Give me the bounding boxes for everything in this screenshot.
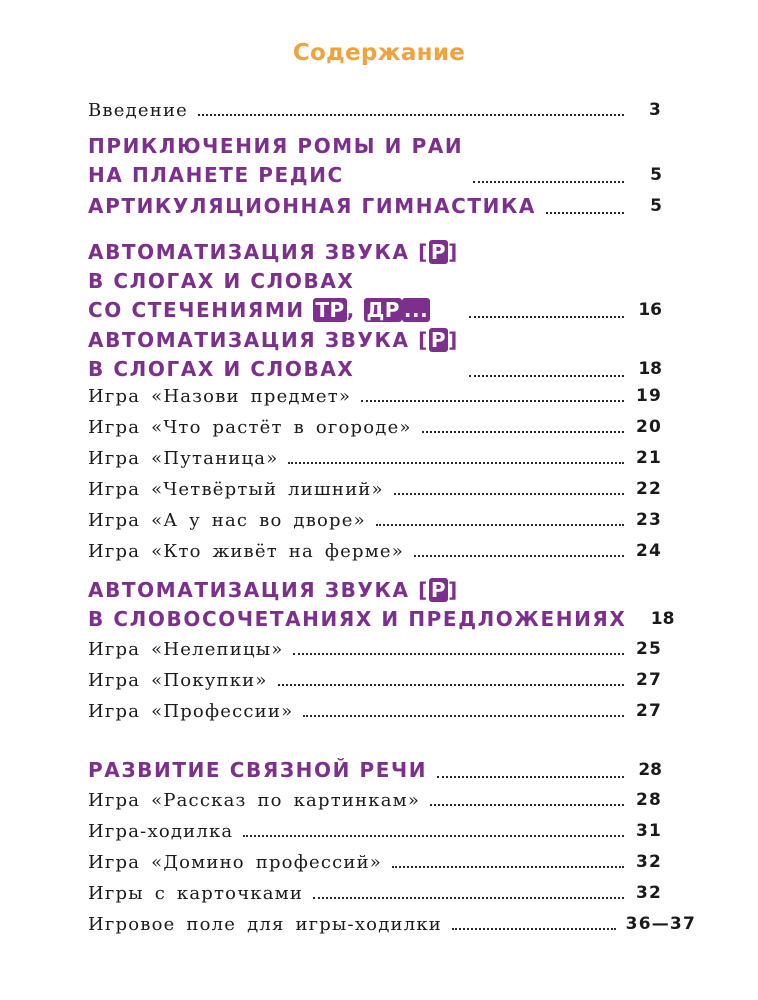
dot-leader [452, 928, 616, 930]
page-number: 27 [635, 670, 662, 690]
toc-entry-game[interactable] [88, 415, 662, 440]
dot-leader [437, 776, 624, 778]
entry-title: Игра «Путаница» [88, 448, 279, 469]
toc-entry-game[interactable] [88, 508, 662, 533]
dot-leader [376, 524, 624, 526]
page-number: 18 [638, 359, 662, 379]
dot-leader [546, 212, 624, 214]
page-title: Содержание [292, 40, 466, 66]
entry-title: Игра «Профессии» [88, 701, 294, 722]
toc-entry-game-board[interactable] [88, 912, 696, 937]
page-number: 25 [635, 639, 662, 659]
page-number: 22 [635, 479, 662, 499]
dot-leader [243, 835, 624, 837]
dot-leader [303, 715, 624, 717]
page-number: 23 [635, 510, 662, 530]
dot-leader [473, 181, 624, 183]
entry-title: НА ПЛАНЕТЕ РЕДИС [88, 163, 344, 187]
entry-title: Игра «А у нас во дворе» [88, 510, 366, 531]
cluster-badge: ДР [366, 298, 400, 322]
page-number: 36—37 [625, 914, 696, 934]
toc-entry-game[interactable] [88, 788, 662, 813]
toc-entry-game[interactable] [88, 819, 662, 844]
page-number: 5 [650, 165, 662, 185]
toc-entry-game[interactable] [88, 850, 662, 875]
page-number: 5 [650, 196, 662, 216]
sound-badge: Р [430, 328, 447, 352]
dot-leader [469, 375, 624, 377]
toc-entry-game[interactable] [88, 539, 662, 564]
entry-title: АРТИКУЛЯЦИОННАЯ ГИМНАСТИКА [88, 194, 536, 218]
entry-title: Игра «Домино профессий» [88, 852, 383, 873]
dot-leader [422, 431, 624, 433]
entry-title: В СЛОВОСОЧЕТАНИЯХ И ПРЕДЛОЖЕНИЯХ [88, 607, 627, 631]
page-number: 16 [638, 300, 662, 320]
entry-title: Игры с карточками [88, 883, 304, 904]
entry-title: Игра «Нелепицы» [88, 639, 284, 660]
entry-title: В СЛОГАХ И СЛОВАХ [88, 357, 355, 381]
toc-entry-articulation[interactable] [88, 192, 662, 221]
dot-leader [198, 114, 624, 116]
entry-title: Игра «Покупки» [88, 670, 268, 691]
entry-title: Игра-ходилка [88, 821, 234, 842]
toc-entry-adventures[interactable] [88, 132, 662, 190]
toc-entry-automation-phrases[interactable]: АВТОМАТИЗАЦИЯ ЗВУКА [ Р ] В СЛОВОСОЧЕТАНИЯХ И ПРЕДЛОЖЕНИЯХ 18 [88, 576, 662, 634]
entry-title: Введение [88, 100, 188, 121]
toc-entry-game[interactable] [88, 637, 662, 662]
toc-entry-game[interactable] [88, 668, 662, 693]
toc-entry-game[interactable] [88, 881, 662, 906]
entry-title: Игра «Рассказ по картинкам» [88, 790, 421, 811]
cluster-badge: ТР [315, 298, 345, 322]
page-number: 18 [650, 609, 675, 629]
toc-entry-coherent-speech[interactable] [88, 756, 662, 785]
page-number: 24 [635, 541, 662, 561]
sound-badge: Р [430, 240, 447, 264]
dot-leader [394, 493, 624, 495]
page-number: 27 [635, 701, 662, 721]
entry-title: ПРИКЛЮЧЕНИЯ РОМЫ И РАИ [88, 134, 464, 158]
entry-title: АВТОМАТИЗАЦИЯ ЗВУКА [88, 240, 410, 264]
page-number: 31 [635, 821, 662, 841]
entry-title: СО СТЕЧЕНИЯМИ [88, 298, 305, 322]
sound-badge: Р [430, 578, 447, 602]
page-number: 20 [635, 417, 662, 437]
dot-leader [293, 653, 624, 655]
page-number: 28 [638, 760, 662, 780]
entry-title: Игра «Кто живёт на ферме» [88, 541, 404, 562]
page-number: 3 [648, 100, 662, 120]
dot-leader [430, 804, 624, 806]
dot-leader [469, 316, 624, 318]
toc-entry-game[interactable] [88, 477, 662, 502]
page-number: 21 [635, 448, 662, 468]
toc-entry-game[interactable] [88, 384, 662, 409]
dot-leader [288, 462, 624, 464]
page-number: 28 [635, 790, 662, 810]
dot-leader [361, 400, 624, 402]
dot-leader [278, 684, 624, 686]
toc-entry-game[interactable] [88, 699, 662, 724]
entry-title: Игра «Что растёт в огороде» [88, 417, 412, 438]
dot-leader [414, 555, 624, 557]
toc-entry-game[interactable] [88, 446, 662, 471]
entry-title: Игра «Назови предмет» [88, 386, 352, 407]
entry-title: Игра «Четвёртый лишний» [88, 479, 384, 500]
entry-title: РАЗВИТИЕ СВЯЗНОЙ РЕЧИ [88, 758, 428, 782]
toc-entry-introduction[interactable] [88, 98, 662, 123]
dot-leader [313, 897, 624, 899]
dot-leader [392, 866, 624, 868]
entry-title: АВТОМАТИЗАЦИЯ ЗВУКА [88, 328, 410, 352]
entry-title: В СЛОГАХ И СЛОВАХ [88, 269, 355, 293]
entry-title: АВТОМАТИЗАЦИЯ ЗВУКА [88, 578, 410, 602]
page-number: 19 [635, 386, 662, 406]
page-number: 32 [635, 883, 662, 903]
page-number: 32 [635, 852, 662, 872]
toc-entry-automation-syllables[interactable]: АВТОМАТИЗАЦИЯ ЗВУКА [ Р ] В СЛОГАХ И СЛОВАХ 18 [88, 326, 662, 384]
toc-entry-automation-clusters[interactable]: АВТОМАТИЗАЦИЯ ЗВУКА [ Р ] В СЛОГАХ И СЛОВАХ СО СТЕЧЕНИЯМИ ТР , ДР ... 16 [88, 238, 662, 325]
entry-title: Игровое поле для игры-ходилки [88, 914, 442, 935]
